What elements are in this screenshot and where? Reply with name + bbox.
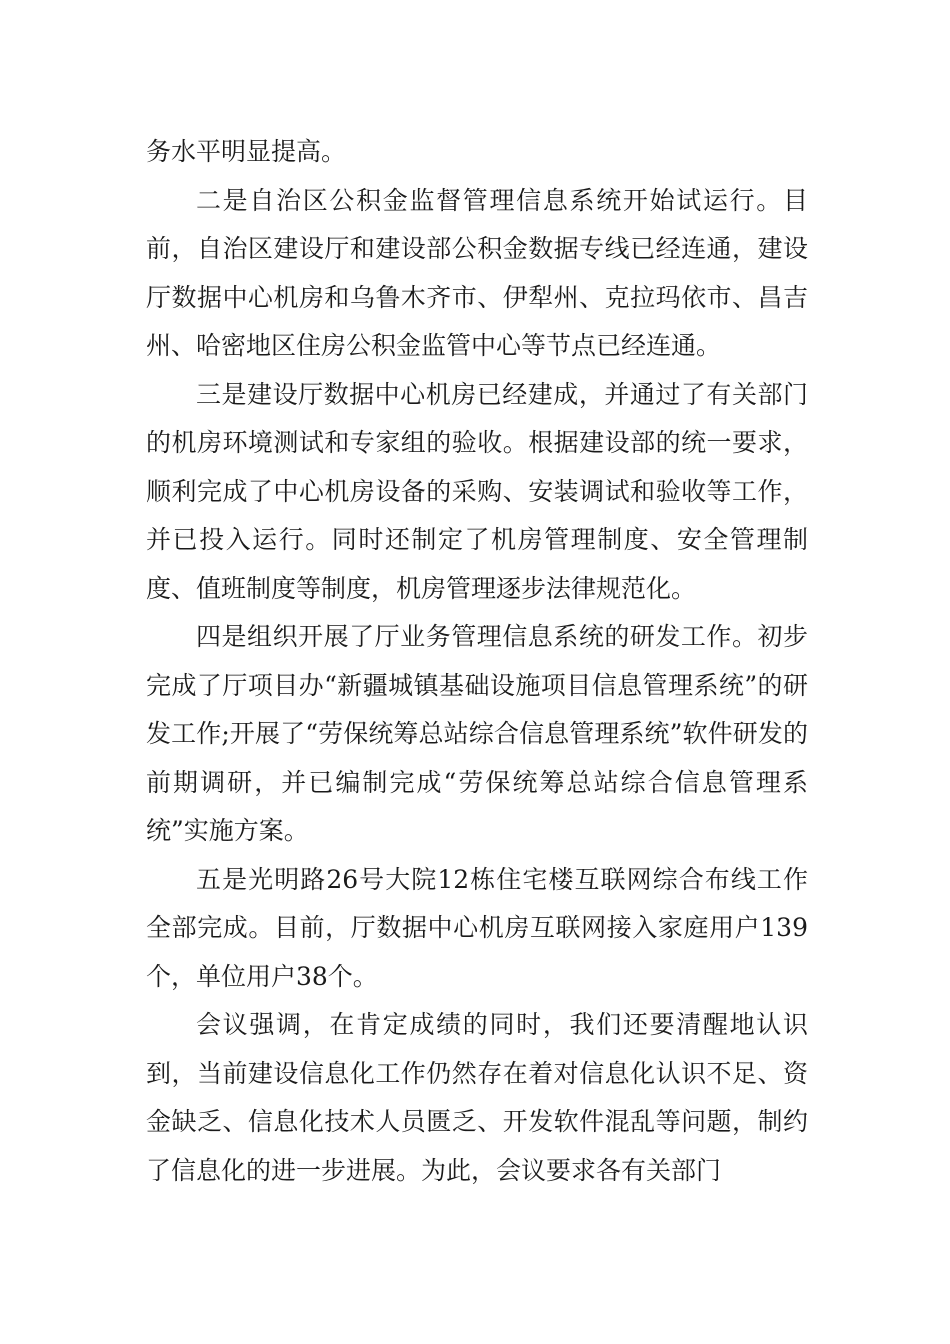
paragraph-item-two: 二是自治区公积金监督管理信息系统开始试运行。目前，自治区建设厅和建设部公积金数据专线已经连通，建设厅数据中心机房和乌鲁木齐市、伊犁州、克拉玛依市、昌吉州、哈密地区住房公积金监管中心等节点已经连通。 [146,185,808,360]
paragraph-meeting-emphasis: 会议强调，在肯定成绩的同时，我们还要清醒地认识到，当前建设信息化工作仍然存在着对信息化认识不足、资金缺乏、信息化技术人员匮乏、开发软件混乱等问题，制约了信息化的进一步进展。为此，会议要求各有关部门 [146,1010,808,1185]
paragraph-item-three: 三是建设厅数据中心机房已经建成，并通过了有关部门的机房环境测试和专家组的验收。根据建设部的统一要求，顺利完成了中心机房设备的采购、安装调试和验收等工作，并已投入运行。同时还制定了机房管理制度、安全管理制度、值班制度等制度，机房管理逐步法律规范化。 [146,379,808,603]
paragraph-continuation: 务水平明显提高。 [146,137,347,166]
paragraph-item-four: 四是组织开展了厅业务管理信息系统的研发工作。初步完成了厅项目办“新疆城镇基础设施项目信息管理系统”的研发工作;开展了“劳保统筹总站综合信息管理系统”软件研发的前期调研，并已编制完成“劳保统筹总站综合信息管理系统”实施方案。 [146,622,808,845]
document-body [146,128,808,1195]
paragraph-item-five: 五是光明路26号大院12栋住宅楼互联网综合布线工作全部完成。目前，厅数据中心机房互联网接入家庭用户139个，单位用户38个。 [146,864,808,991]
